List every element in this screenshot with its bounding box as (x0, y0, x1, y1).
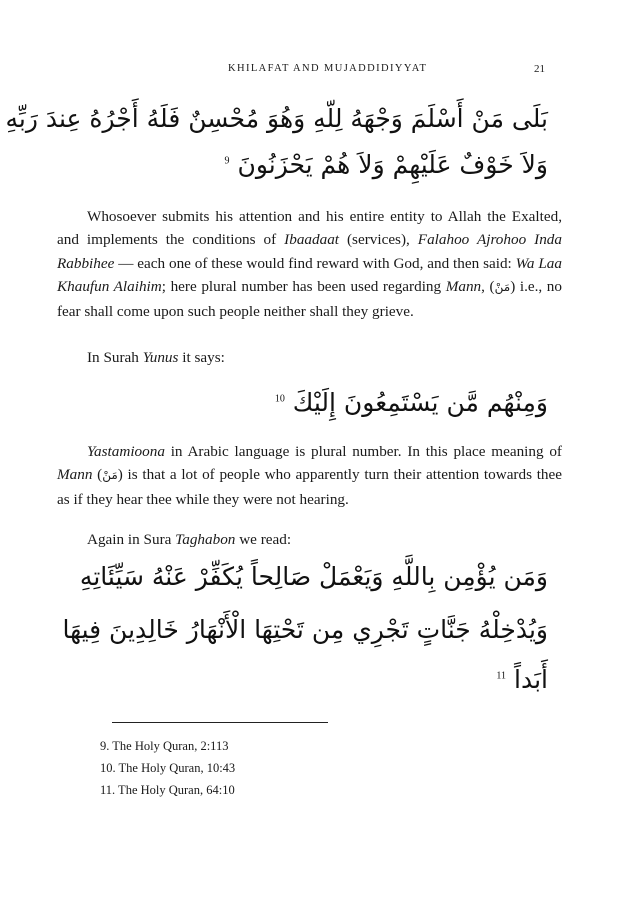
footnote-ref-10: 10 (274, 393, 285, 405)
footnote-divider (112, 722, 328, 723)
inline-arabic-mann: مَنْ (102, 468, 118, 483)
footnote-11: 11. The Holy Quran, 64:10 (100, 783, 235, 797)
footnote-10: 10. The Holy Quran, 10:43 (100, 761, 236, 775)
footnote-9: 9. The Holy Quran, 2:113 (100, 739, 229, 753)
paragraph-3: Yastamioona in Arabic language is plural number. In this place meaning of Mann (مَنْ) is that a lot of people who apparently turn their attention towards thee as if they hear thee while they were not hearing. (57, 443, 563, 508)
verse-1-line-1: بَلَى مَنْ أَسْلَمَ وَجْهَهُ لِلّهِ وَهُوَ مُحْسِنٌ فَلَهُ أَجْرُهُ عِندَ رَبِّهِ (5, 104, 548, 133)
verse-1-line-2: وَلاَ خَوْفٌ عَلَيْهِمْ وَلاَ هُمْ يَحْزَنُونَ $^9$ (224, 150, 548, 179)
footnotes (100, 735, 235, 801)
verse-3-line-3: أَبَداً $^{11}$ (496, 665, 548, 694)
page-number: 21 (534, 63, 545, 75)
footnote-ref-11: 11 (496, 670, 507, 682)
verse-3-line-1: وَمَن يُؤْمِن بِاللَّهِ وَيَعْمَلْ صَالِحاً يُكَفِّرْ عَنْهُ سَيِّئَاتِهِ (79, 562, 548, 591)
verse-3-line-2: وَيُدْخِلْهُ جَنَّاتٍ تَجْرِي مِن تَحْتِهَا الْأَنْهَارُ خَالِدِينَ فِيهَا (62, 615, 548, 644)
paragraph-1: Whosoever submits his attention and his entire entity to Allah the Exalted, and implements the conditions of Ibaadaat (services), Falahoo Ajrohoo Inda Rabbihee — each one of these would find reward with God, and then said: Wa Laa Khaufun Alaihim; here plural number has been used regarding Mann, (مَنْ) i.e., no fear shall come upon such people neither shall they grieve. (57, 208, 562, 320)
running-head: KHILAFAT AND MUJADDIDIYYAT (228, 63, 428, 74)
paragraph-2: In Surah Yunus it says: (87, 349, 225, 366)
page-header (0, 63, 638, 83)
inline-arabic-mann: مَنْ (494, 280, 511, 295)
verse-2: وَمِنْهُم مَّن يَسْتَمِعُونَ إِلَيْكَ $^{10}$ (274, 388, 548, 417)
footnote-ref-9: 9 (224, 155, 230, 167)
paragraph-4: Again in Sura Taghabon we read: (87, 531, 292, 548)
